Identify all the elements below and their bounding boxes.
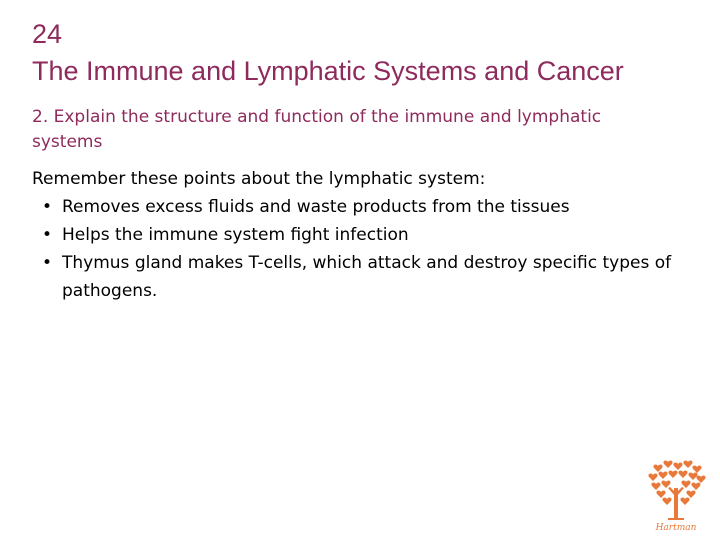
- list-item-text: Removes excess fluids and waste products from the tissues: [62, 197, 570, 217]
- bullet-icon: •: [42, 197, 53, 217]
- intro-text: Remember these points about the lymphatic system:: [32, 169, 486, 189]
- chapter-number: 24: [32, 19, 63, 49]
- chapter-title: The Immune and Lymphatic Systems and Cancer: [32, 56, 624, 86]
- hartman-logo-icon: [644, 458, 708, 534]
- list-item-text: Helps the immune system fight infection: [62, 225, 409, 245]
- bullet-icon: •: [42, 253, 53, 273]
- list-item: [32, 221, 692, 249]
- list-item: [32, 193, 692, 221]
- learning-objective: 2. Explain the structure and function of the immune and lymphatic systems: [32, 107, 602, 152]
- list-item-text: Thymus gland makes T-cells, which attack and destroy specific types of pathogens.: [62, 253, 672, 301]
- bullet-icon: •: [42, 225, 53, 245]
- slide-body: [32, 165, 692, 305]
- bullet-list: [32, 193, 692, 305]
- list-item: [32, 249, 692, 305]
- logo-wordmark: Hartman: [655, 523, 697, 533]
